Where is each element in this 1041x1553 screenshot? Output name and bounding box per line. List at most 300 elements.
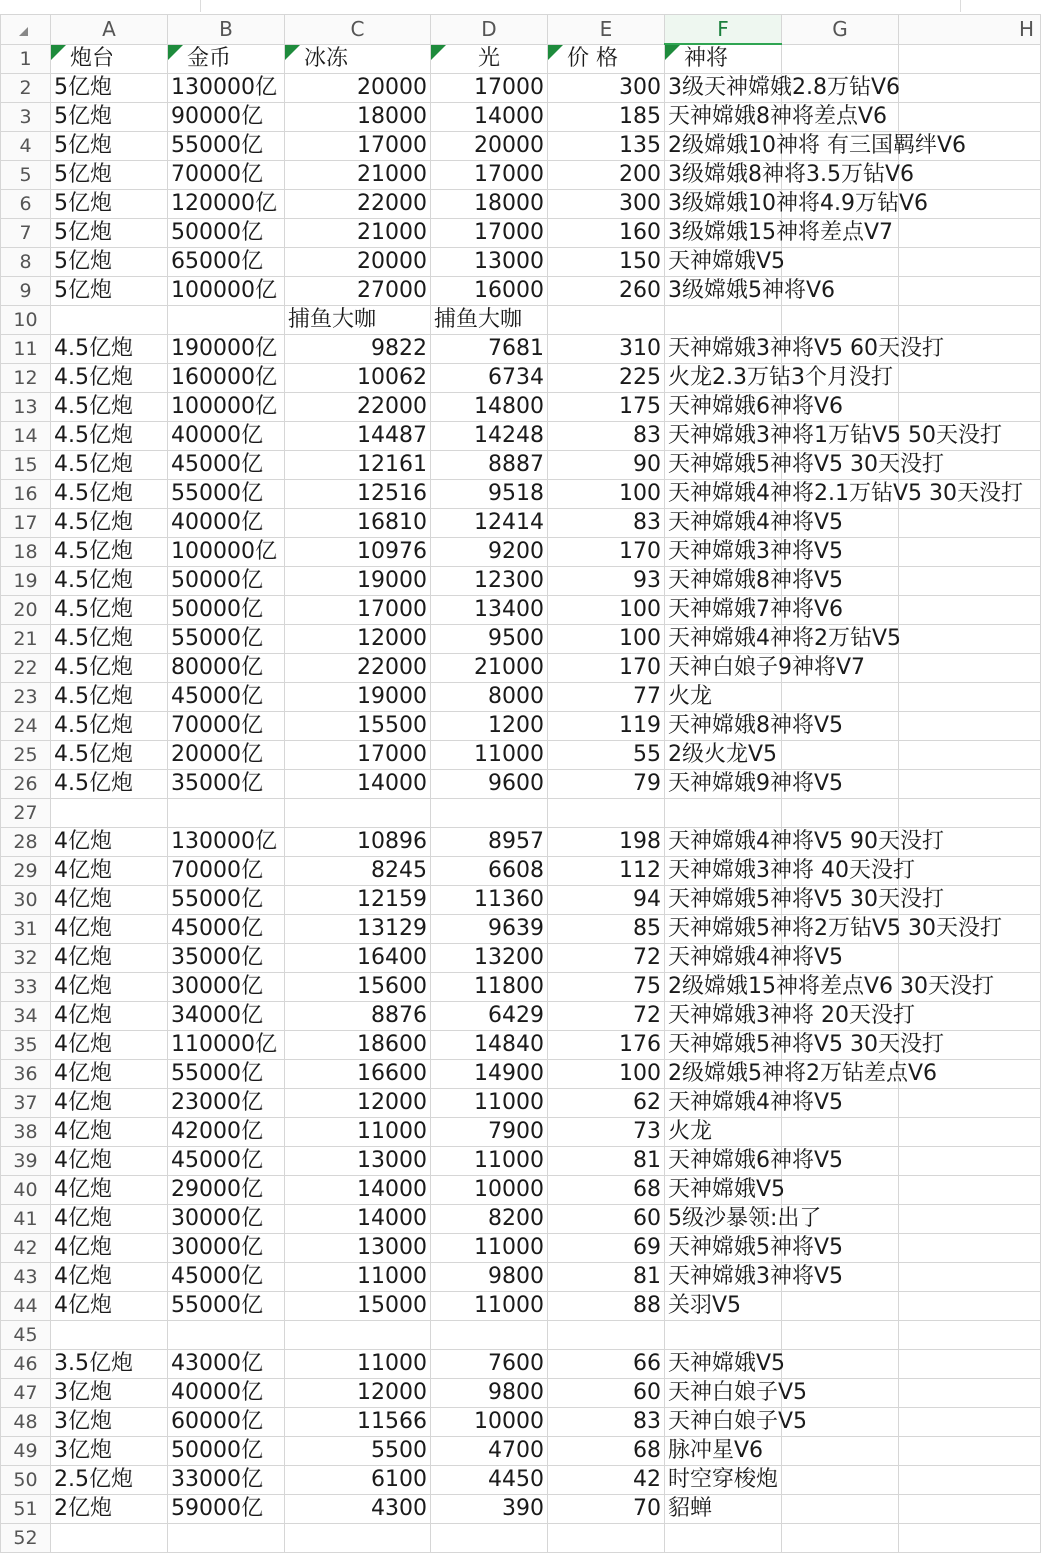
cell-general[interactable]	[665, 1060, 938, 1089]
cell-gold[interactable]: 120000亿	[168, 190, 285, 219]
cell-light[interactable]: 11000	[431, 1089, 548, 1118]
cell-price[interactable]: 176	[548, 1031, 665, 1060]
cell-gold[interactable]: 45000亿	[168, 1263, 285, 1292]
cell[interactable]	[899, 1176, 1041, 1205]
cell-price[interactable]	[548, 306, 665, 335]
cell-freeze[interactable]: 22000	[285, 654, 431, 683]
cell-light[interactable]: 17000	[431, 219, 548, 248]
cell[interactable]	[899, 1466, 1041, 1495]
cell-cannon[interactable]: 4.5亿炮	[51, 480, 168, 509]
cell-light[interactable]: 11000	[431, 741, 548, 770]
row-header[interactable]: 9	[1, 277, 51, 306]
row-header[interactable]: 39	[1, 1147, 51, 1176]
cell-gold[interactable]: 35000亿	[168, 770, 285, 799]
row-header[interactable]: 41	[1, 1205, 51, 1234]
cell-price[interactable]: 310	[548, 335, 665, 364]
cell-price[interactable]: 88	[548, 1292, 665, 1321]
cell-general[interactable]	[665, 451, 945, 480]
cell-light[interactable]	[431, 1321, 548, 1350]
cell[interactable]	[782, 248, 899, 277]
cell-gold[interactable]: 70000亿	[168, 161, 285, 190]
cell-freeze[interactable]: 11000	[285, 1350, 431, 1379]
column-header-f[interactable]: F	[665, 15, 782, 45]
row-header[interactable]: 12	[1, 364, 51, 393]
cell[interactable]	[899, 161, 1041, 190]
select-all-corner[interactable]	[1, 15, 51, 45]
cell-light[interactable]: 6608	[431, 857, 548, 886]
cell-light[interactable]: 13400	[431, 596, 548, 625]
row-header[interactable]: 31	[1, 915, 51, 944]
cell-light[interactable]: 捕鱼大咖	[431, 306, 548, 335]
cell-general[interactable]	[665, 1379, 808, 1408]
cell-gold[interactable]: 59000亿	[168, 1495, 285, 1524]
row-header[interactable]: 51	[1, 1495, 51, 1524]
cell-price[interactable]: 300	[548, 190, 665, 219]
cell-freeze[interactable]: 21000	[285, 219, 431, 248]
cell-general[interactable]	[665, 944, 844, 973]
cell-gold[interactable]: 30000亿	[168, 973, 285, 1002]
cell-cannon[interactable]: 5亿炮	[51, 277, 168, 306]
cell-gold[interactable]: 160000亿	[168, 364, 285, 393]
cell-gold[interactable]: 80000亿	[168, 654, 285, 683]
cell-cannon[interactable]: 5亿炮	[51, 219, 168, 248]
cell-cannon[interactable]: 4.5亿炮	[51, 741, 168, 770]
column-header-a[interactable]: A	[51, 15, 168, 45]
cell-general[interactable]	[665, 1321, 782, 1350]
cell-general[interactable]	[665, 1002, 915, 1031]
row-header[interactable]: 38	[1, 1118, 51, 1147]
cell-gold[interactable]: 50000亿	[168, 596, 285, 625]
cell-cannon[interactable]: 3.5亿炮	[51, 1350, 168, 1379]
cell-gold[interactable]: 100000亿	[168, 277, 285, 306]
cell-cannon[interactable]: 4亿炮	[51, 1205, 168, 1234]
cell-cannon[interactable]: 4.5亿炮	[51, 654, 168, 683]
cell-price[interactable]: 72	[548, 944, 665, 973]
cell[interactable]	[782, 1437, 899, 1466]
cell[interactable]	[899, 567, 1041, 596]
cell-light[interactable]: 9800	[431, 1379, 548, 1408]
cell[interactable]	[899, 1089, 1041, 1118]
cell-gold[interactable]: 70000亿	[168, 712, 285, 741]
cell-freeze[interactable]: 16400	[285, 944, 431, 973]
cell-light[interactable]: 14840	[431, 1031, 548, 1060]
cell-cannon[interactable]: 5亿炮	[51, 103, 168, 132]
cell-light[interactable]: 14800	[431, 393, 548, 422]
cell-gold[interactable]: 50000亿	[168, 1437, 285, 1466]
cell-price[interactable]: 83	[548, 1408, 665, 1437]
cell-price[interactable]: 175	[548, 393, 665, 422]
cell-general[interactable]	[665, 741, 782, 770]
cell-light[interactable]: 7600	[431, 1350, 548, 1379]
cell-general[interactable]	[665, 103, 888, 132]
cell[interactable]	[899, 44, 1041, 74]
cell-cannon[interactable]: 4.5亿炮	[51, 335, 168, 364]
cell-freeze[interactable]: 15000	[285, 1292, 431, 1321]
cell-light[interactable]: 7900	[431, 1118, 548, 1147]
cell-freeze[interactable]: 13000	[285, 1234, 431, 1263]
cell-light[interactable]: 12414	[431, 509, 548, 538]
cell-gold[interactable]: 110000亿	[168, 1031, 285, 1060]
cell-freeze[interactable]: 14000	[285, 1205, 431, 1234]
cell-price[interactable]: 225	[548, 364, 665, 393]
cell[interactable]	[899, 1495, 1041, 1524]
cell-cannon[interactable]: 4.5亿炮	[51, 567, 168, 596]
cell[interactable]	[782, 1350, 899, 1379]
row-header[interactable]: 24	[1, 712, 51, 741]
cell-freeze[interactable]: 27000	[285, 277, 431, 306]
cell-price[interactable]	[548, 1524, 665, 1553]
cell-gold[interactable]: 130000亿	[168, 828, 285, 857]
row-header[interactable]: 36	[1, 1060, 51, 1089]
cell-general[interactable]	[665, 1495, 782, 1524]
cell-gold[interactable]: 40000亿	[168, 422, 285, 451]
cell-light[interactable]: 4700	[431, 1437, 548, 1466]
cell-cannon[interactable]: 4亿炮	[51, 1176, 168, 1205]
cell-cannon[interactable]: 5亿炮	[51, 161, 168, 190]
column-header-d[interactable]: D	[431, 15, 548, 45]
cell-freeze[interactable]: 15600	[285, 973, 431, 1002]
cell-freeze[interactable]: 14487	[285, 422, 431, 451]
cell-gold[interactable]: 55000亿	[168, 1292, 285, 1321]
cell-price[interactable]: 60	[548, 1379, 665, 1408]
cell-freeze[interactable]	[285, 1321, 431, 1350]
cell-freeze[interactable]: 12000	[285, 1089, 431, 1118]
cell-cannon[interactable]	[51, 1524, 168, 1553]
cell-light[interactable]: 20000	[431, 132, 548, 161]
cell-freeze[interactable]: 16600	[285, 1060, 431, 1089]
cell-price[interactable]: 77	[548, 683, 665, 712]
cell-light[interactable]: 11000	[431, 1292, 548, 1321]
cell-freeze[interactable]: 16810	[285, 509, 431, 538]
cell[interactable]	[899, 1234, 1041, 1263]
column-header-b[interactable]: B	[168, 15, 285, 45]
cell-freeze[interactable]: 11566	[285, 1408, 431, 1437]
row-header[interactable]: 15	[1, 451, 51, 480]
cell[interactable]	[899, 103, 1041, 132]
cell-cannon[interactable]: 4亿炮	[51, 1234, 168, 1263]
row-header[interactable]: 8	[1, 248, 51, 277]
cell[interactable]	[782, 799, 899, 828]
cell-freeze[interactable]: 12159	[285, 886, 431, 915]
cell-price[interactable]: 55	[548, 741, 665, 770]
cell-price[interactable]: 300	[548, 74, 665, 103]
cell-gold[interactable]: 90000亿	[168, 103, 285, 132]
cell-freeze[interactable]: 17000	[285, 132, 431, 161]
column-header-e[interactable]: E	[548, 15, 665, 45]
cell-general[interactable]	[665, 567, 844, 596]
cell-light[interactable]: 21000	[431, 654, 548, 683]
cell-light[interactable]: 11000	[431, 1234, 548, 1263]
cell[interactable]	[782, 1524, 899, 1553]
cell-cannon[interactable]	[51, 799, 168, 828]
cell-cannon[interactable]: 4.5亿炮	[51, 596, 168, 625]
cell-price[interactable]: 198	[548, 828, 665, 857]
cell-light[interactable]: 11360	[431, 886, 548, 915]
row-header[interactable]: 52	[1, 1524, 51, 1553]
row-header[interactable]: 48	[1, 1408, 51, 1437]
cell-gold[interactable]: 55000亿	[168, 132, 285, 161]
cell-light[interactable]: 17000	[431, 74, 548, 103]
cell[interactable]	[899, 1524, 1041, 1553]
cell-general[interactable]	[665, 596, 844, 625]
cell-general[interactable]	[665, 1408, 808, 1437]
row-header[interactable]: 25	[1, 741, 51, 770]
cell-cannon[interactable]: 4.5亿炮	[51, 683, 168, 712]
cell-price[interactable]: 185	[548, 103, 665, 132]
cell-price[interactable]: 68	[548, 1176, 665, 1205]
cell-price[interactable]: 72	[548, 1002, 665, 1031]
cell-general[interactable]	[665, 306, 782, 335]
cell-gold[interactable]: 30000亿	[168, 1205, 285, 1234]
cell-freeze[interactable]: 22000	[285, 190, 431, 219]
cell-light[interactable]: 9200	[431, 538, 548, 567]
cell[interactable]	[899, 1321, 1041, 1350]
cell-general[interactable]	[665, 683, 782, 712]
cell-gold[interactable]: 40000亿	[168, 509, 285, 538]
row-header[interactable]: 21	[1, 625, 51, 654]
cell-light[interactable]: 8887	[431, 451, 548, 480]
cell-cannon[interactable]: 2亿炮	[51, 1495, 168, 1524]
row-header[interactable]: 1	[1, 44, 51, 74]
header-cell-guang[interactable]: 光	[431, 44, 548, 74]
cell[interactable]	[899, 741, 1041, 770]
cell-gold[interactable]: 45000亿	[168, 451, 285, 480]
cell-light[interactable]: 14000	[431, 103, 548, 132]
cell-gold[interactable]: 65000亿	[168, 248, 285, 277]
cell-cannon[interactable]: 4亿炮	[51, 1118, 168, 1147]
cell[interactable]	[899, 683, 1041, 712]
cell-general[interactable]	[665, 422, 1003, 451]
cell-price[interactable]: 62	[548, 1089, 665, 1118]
cell-gold[interactable]: 30000亿	[168, 1234, 285, 1263]
cell-general[interactable]	[665, 364, 893, 393]
row-header[interactable]: 46	[1, 1350, 51, 1379]
row-header[interactable]: 14	[1, 422, 51, 451]
header-cell-bing-dong[interactable]: 冰冻	[285, 44, 431, 74]
cell[interactable]	[899, 1147, 1041, 1176]
row-header[interactable]: 4	[1, 132, 51, 161]
row-header[interactable]: 2	[1, 74, 51, 103]
cell[interactable]	[782, 1321, 899, 1350]
cell-cannon[interactable]: 5亿炮	[51, 190, 168, 219]
cell-freeze[interactable]: 18600	[285, 1031, 431, 1060]
cell[interactable]	[899, 799, 1041, 828]
row-header[interactable]: 44	[1, 1292, 51, 1321]
cell-light[interactable]: 4450	[431, 1466, 548, 1495]
cell-cannon[interactable]: 3亿炮	[51, 1408, 168, 1437]
row-header[interactable]: 11	[1, 335, 51, 364]
cell-general[interactable]	[665, 857, 915, 886]
cell[interactable]	[899, 509, 1041, 538]
row-header[interactable]: 23	[1, 683, 51, 712]
cell[interactable]	[782, 1495, 899, 1524]
cell-freeze[interactable]: 22000	[285, 393, 431, 422]
cell-general[interactable]	[665, 480, 1024, 509]
cell-freeze[interactable]: 18000	[285, 103, 431, 132]
header-cell-shen-jiang[interactable]: 神将	[665, 44, 782, 74]
cell-general[interactable]	[665, 538, 844, 567]
cell-light[interactable]: 8000	[431, 683, 548, 712]
row-header[interactable]: 7	[1, 219, 51, 248]
row-header[interactable]: 10	[1, 306, 51, 335]
cell-cannon[interactable]: 4亿炮	[51, 973, 168, 1002]
cell-price[interactable]: 75	[548, 973, 665, 1002]
cell-price[interactable]: 93	[548, 567, 665, 596]
cell-gold[interactable]: 45000亿	[168, 1147, 285, 1176]
cell-price[interactable]: 70	[548, 1495, 665, 1524]
cell-gold[interactable]: 33000亿	[168, 1466, 285, 1495]
cell-freeze[interactable]: 12516	[285, 480, 431, 509]
cell-general[interactable]	[665, 248, 786, 277]
cell-price[interactable]: 85	[548, 915, 665, 944]
cell-light[interactable]: 16000	[431, 277, 548, 306]
cell-freeze[interactable]: 12161	[285, 451, 431, 480]
row-header[interactable]: 34	[1, 1002, 51, 1031]
cell[interactable]	[899, 1263, 1041, 1292]
cell[interactable]	[899, 712, 1041, 741]
cell-light[interactable]: 12300	[431, 567, 548, 596]
cell-general[interactable]	[665, 1176, 786, 1205]
cell-gold[interactable]	[168, 799, 285, 828]
cell-price[interactable]: 73	[548, 1118, 665, 1147]
row-header[interactable]: 3	[1, 103, 51, 132]
cell-cannon[interactable]: 4亿炮	[51, 1060, 168, 1089]
cell[interactable]	[899, 654, 1041, 683]
cell-freeze[interactable]: 5500	[285, 1437, 431, 1466]
cell-freeze[interactable]: 12000	[285, 1379, 431, 1408]
column-header-c[interactable]: C	[285, 15, 431, 45]
cell-price[interactable]	[548, 1321, 665, 1350]
cell-freeze[interactable]: 9822	[285, 335, 431, 364]
cell-price[interactable]: 200	[548, 161, 665, 190]
cell[interactable]	[782, 1466, 899, 1495]
cell-gold[interactable]: 55000亿	[168, 480, 285, 509]
cell-cannon[interactable]: 4亿炮	[51, 1263, 168, 1292]
cell-light[interactable]: 14248	[431, 422, 548, 451]
cell[interactable]	[782, 683, 899, 712]
cell-freeze[interactable]: 20000	[285, 74, 431, 103]
cell[interactable]	[899, 248, 1041, 277]
cell-gold[interactable]: 43000亿	[168, 1350, 285, 1379]
cell-price[interactable]: 150	[548, 248, 665, 277]
cell-light[interactable]: 13200	[431, 944, 548, 973]
cell-freeze[interactable]: 11000	[285, 1118, 431, 1147]
cell-cannon[interactable]: 4.5亿炮	[51, 538, 168, 567]
cell-freeze[interactable]: 13000	[285, 1147, 431, 1176]
cell[interactable]	[899, 770, 1041, 799]
cell-cannon[interactable]: 4.5亿炮	[51, 625, 168, 654]
row-header[interactable]: 37	[1, 1089, 51, 1118]
cell-general[interactable]	[665, 654, 866, 683]
row-header[interactable]: 19	[1, 567, 51, 596]
cell-freeze[interactable]: 17000	[285, 741, 431, 770]
cell-light[interactable]: 10000	[431, 1408, 548, 1437]
cell-general[interactable]	[665, 1147, 844, 1176]
cell[interactable]	[899, 74, 1041, 103]
cell-general[interactable]	[665, 625, 902, 654]
cell-freeze[interactable]: 15500	[285, 712, 431, 741]
cell-general[interactable]	[665, 1524, 782, 1553]
cell-gold[interactable]: 55000亿	[168, 1060, 285, 1089]
cell-price[interactable]	[548, 799, 665, 828]
cell[interactable]	[782, 1292, 899, 1321]
cell-gold[interactable]: 190000亿	[168, 335, 285, 364]
cell-general[interactable]	[665, 1089, 844, 1118]
cell-light[interactable]: 14900	[431, 1060, 548, 1089]
cell-freeze[interactable]: 10976	[285, 538, 431, 567]
cell-gold[interactable]	[168, 306, 285, 335]
cell-gold[interactable]: 23000亿	[168, 1089, 285, 1118]
row-header[interactable]: 33	[1, 973, 51, 1002]
cell-price[interactable]: 170	[548, 654, 665, 683]
cell-light[interactable]: 9518	[431, 480, 548, 509]
row-header[interactable]: 43	[1, 1263, 51, 1292]
cell[interactable]	[899, 1118, 1041, 1147]
cell-price[interactable]: 100	[548, 625, 665, 654]
cell-price[interactable]: 170	[548, 538, 665, 567]
cell-general[interactable]	[665, 1234, 844, 1263]
cell-cannon[interactable]: 3亿炮	[51, 1437, 168, 1466]
cell-light[interactable]: 13000	[431, 248, 548, 277]
cell-light[interactable]: 11800	[431, 973, 548, 1002]
cell-general[interactable]	[665, 770, 844, 799]
cell-light[interactable]: 17000	[431, 161, 548, 190]
cell[interactable]	[899, 1002, 1041, 1031]
cell-general[interactable]	[665, 1466, 782, 1495]
row-header[interactable]: 35	[1, 1031, 51, 1060]
header-cell-pao-tai[interactable]: 炮台	[51, 44, 168, 74]
cell-cannon[interactable]: 4.5亿炮	[51, 451, 168, 480]
cell-cannon[interactable]: 4亿炮	[51, 1002, 168, 1031]
row-header[interactable]: 45	[1, 1321, 51, 1350]
cell-cannon[interactable]: 5亿炮	[51, 248, 168, 277]
cell-gold[interactable]	[168, 1321, 285, 1350]
cell-price[interactable]: 81	[548, 1263, 665, 1292]
cell-freeze[interactable]: 21000	[285, 161, 431, 190]
row-header[interactable]: 13	[1, 393, 51, 422]
cell-cannon[interactable]	[51, 306, 168, 335]
cell-freeze[interactable]: 19000	[285, 683, 431, 712]
cell-general[interactable]	[665, 1292, 782, 1321]
cell-price[interactable]: 79	[548, 770, 665, 799]
cell-general[interactable]	[665, 277, 836, 306]
row-header[interactable]: 40	[1, 1176, 51, 1205]
row-header[interactable]: 16	[1, 480, 51, 509]
cell-light[interactable]: 9639	[431, 915, 548, 944]
cell-cannon[interactable]: 5亿炮	[51, 74, 168, 103]
cell-freeze[interactable]: 12000	[285, 625, 431, 654]
cell-light[interactable]: 7681	[431, 335, 548, 364]
cell-price[interactable]: 119	[548, 712, 665, 741]
cell-freeze[interactable]: 20000	[285, 248, 431, 277]
cell-freeze[interactable]	[285, 799, 431, 828]
cell-cannon[interactable]: 4亿炮	[51, 857, 168, 886]
cell-price[interactable]: 90	[548, 451, 665, 480]
cell-general[interactable]	[665, 1437, 782, 1466]
cell-gold[interactable]: 100000亿	[168, 393, 285, 422]
row-header[interactable]: 26	[1, 770, 51, 799]
cell-general[interactable]	[665, 886, 945, 915]
row-header[interactable]: 29	[1, 857, 51, 886]
cell-light[interactable]: 10000	[431, 1176, 548, 1205]
cell-general[interactable]	[665, 161, 915, 190]
cell-freeze[interactable]: 8876	[285, 1002, 431, 1031]
cell-cannon[interactable]: 4亿炮	[51, 1089, 168, 1118]
cell-freeze[interactable]: 4300	[285, 1495, 431, 1524]
cell-light[interactable]: 6734	[431, 364, 548, 393]
cell-cannon[interactable]: 4亿炮	[51, 1292, 168, 1321]
cell-general[interactable]	[665, 335, 945, 364]
